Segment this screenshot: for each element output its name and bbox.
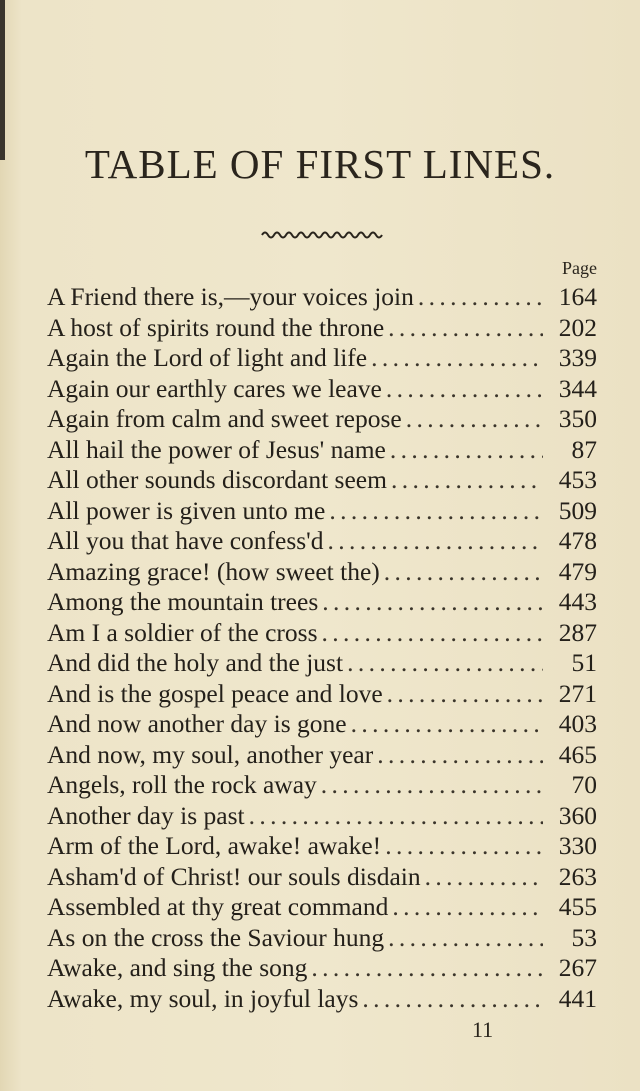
first-line-text: Assembled at thy great command — [47, 892, 389, 921]
hymn-page-number: 202 — [558, 312, 597, 342]
dot-leader — [347, 648, 543, 679]
hymn-page-number: 509 — [558, 495, 597, 525]
first-line-text: Again the Lord of light and life — [47, 343, 368, 372]
first-lines-list — [47, 282, 597, 1014]
hymn-page-number: 53 — [571, 922, 597, 952]
hymn-page-number: 344 — [558, 373, 597, 403]
hymn-page-number: 70 — [571, 770, 597, 799]
hymn-page-number: 478 — [558, 526, 597, 555]
hymn-page-number: 267 — [558, 953, 597, 982]
list-item — [47, 831, 597, 862]
list-item — [47, 923, 597, 954]
list-item — [47, 343, 597, 374]
first-line-text: Awake, and sing the song — [47, 953, 308, 982]
list-item — [47, 435, 597, 466]
first-line-text: And is the gospel peace and love — [47, 678, 383, 708]
first-line-text: All other sounds discordant seem — [47, 465, 387, 494]
wavy-rule-ornament — [260, 226, 384, 244]
dot-leader — [351, 709, 543, 740]
hymn-page-number: 455 — [558, 892, 597, 921]
list-item — [47, 374, 597, 405]
list-item — [47, 770, 597, 801]
dot-leader — [328, 526, 543, 557]
list-item — [47, 557, 597, 588]
hymn-page-number: 330 — [558, 831, 597, 860]
dot-leader — [406, 404, 543, 435]
dot-leader — [384, 557, 543, 588]
first-line-text: All power is given unto me — [47, 495, 326, 525]
hymn-page-number: 51 — [571, 648, 597, 677]
list-item — [47, 892, 597, 923]
first-line-text: And did the holy and the just — [47, 648, 344, 677]
list-item — [47, 313, 597, 344]
hymn-page-number: 271 — [558, 678, 597, 708]
first-line-text: Am I a soldier of the cross — [47, 617, 318, 647]
list-item — [47, 618, 597, 649]
hymn-page-number: 263 — [558, 861, 597, 891]
hymn-page-number: 339 — [558, 343, 597, 372]
first-line-text: All hail the power of Jesus' name — [47, 434, 386, 464]
first-line-text: A Friend there is,—your voices join — [47, 282, 414, 311]
hymn-page-number: 403 — [558, 709, 597, 738]
first-line-text: A host of spirits round the throne — [47, 312, 385, 342]
list-item — [47, 740, 597, 771]
first-line-text: Angels, roll the rock away — [47, 770, 317, 799]
dot-leader — [249, 801, 543, 832]
list-item — [47, 648, 597, 679]
dot-leader — [418, 282, 543, 313]
page-binding-edge — [0, 0, 5, 160]
first-line-text: All you that have confess'd — [47, 526, 324, 555]
first-line-text: Awake, my soul, in joyful lays — [47, 983, 359, 1013]
dot-leader — [371, 343, 543, 374]
hymn-page-number: 453 — [558, 465, 597, 494]
list-item — [47, 801, 597, 832]
hymn-page-number: 441 — [558, 983, 597, 1013]
first-line-text: And now, my soul, another year — [47, 739, 374, 769]
list-item — [47, 282, 597, 313]
hymn-page-number: 350 — [558, 404, 597, 433]
dot-leader — [387, 679, 543, 710]
list-item — [47, 984, 597, 1015]
hymn-page-number: 465 — [558, 739, 597, 769]
list-item — [47, 404, 597, 435]
list-item — [47, 496, 597, 527]
first-line-text: And now another day is gone — [47, 709, 347, 738]
dot-leader — [322, 618, 543, 649]
hymn-page-number: 360 — [558, 800, 597, 830]
hymn-page-number: 479 — [558, 556, 597, 586]
first-line-text: As on the cross the Saviour hung — [47, 922, 385, 952]
first-line-text: Amazing grace! (how sweet the) — [47, 556, 380, 586]
list-item — [47, 587, 597, 618]
list-item — [47, 862, 597, 893]
dot-leader — [391, 465, 543, 496]
dot-leader — [390, 435, 543, 466]
list-item — [47, 953, 597, 984]
page-title: TABLE OF FIRST LINES. — [84, 141, 556, 187]
hymn-page-number: 164 — [558, 282, 597, 311]
first-line-text: Again from calm and sweet repose — [47, 404, 402, 433]
dot-leader — [392, 892, 543, 923]
dot-leader — [377, 740, 543, 771]
dot-leader — [388, 313, 543, 344]
list-item — [47, 465, 597, 496]
dot-leader — [321, 770, 543, 801]
list-item — [47, 709, 597, 740]
hymn-page-number: 443 — [558, 587, 597, 616]
dot-leader — [311, 953, 543, 984]
dot-leader — [386, 374, 543, 405]
list-item — [47, 526, 597, 557]
first-line-text: Another day is past — [47, 800, 245, 830]
first-line-text: Arm of the Lord, awake! awake! — [47, 831, 382, 860]
hymn-page-number: 87 — [571, 434, 597, 464]
hymn-page-number: 287 — [558, 617, 597, 647]
dot-leader — [388, 923, 543, 954]
list-item — [47, 679, 597, 710]
first-line-text: Asham'd of Christ! our souls disdain — [47, 861, 421, 891]
dot-leader — [322, 587, 543, 618]
page-column-header: Page — [562, 258, 597, 278]
page-number: 11 — [472, 1017, 494, 1042]
dot-leader — [425, 862, 543, 893]
dot-leader — [385, 831, 543, 862]
dot-leader — [329, 496, 543, 527]
dot-leader — [362, 984, 543, 1015]
first-line-text: Again our earthly cares we leave — [47, 373, 382, 403]
first-line-text: Among the mountain trees — [47, 587, 319, 616]
